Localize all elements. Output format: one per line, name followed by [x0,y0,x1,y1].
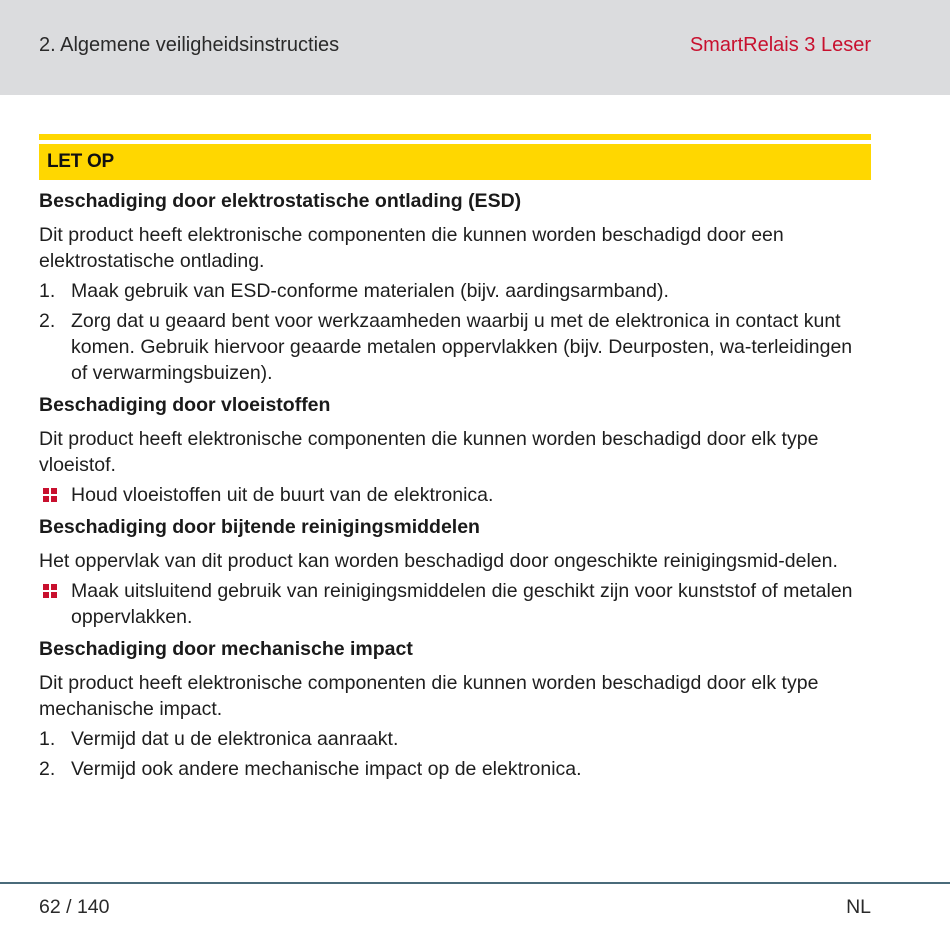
page-number: 62 / 140 [39,896,110,918]
page-header [0,0,950,95]
notice-title-bar [39,144,871,180]
list-item [39,308,871,386]
section-heading-liquids: Beschadiging door vloeistoffen [39,394,331,416]
list-item-text: Vermijd dat u de elektronica aanraakt. [71,728,399,750]
notice-title: LET OP [47,151,114,172]
language-code: NL [846,896,871,918]
red-square-bullet-icon [43,584,57,598]
list-item [39,578,871,630]
section-heading-mechanical: Beschadiging door mechanische impact [39,638,413,660]
section-text-liquids: Dit product heeft elektronische componenten die kunnen worden beschadigd door elk type vloeistof. [39,428,819,476]
list-item [39,278,871,304]
list-item-text: Maak uitsluitend gebruik van reinigingsmiddelen die geschikt zijn voor kunststof of metalen oppervlakken. [71,580,853,628]
section-text-cleaning: Het oppervlak van dit product kan worden beschadigd door ongeschikte reinigingsmid-delen. [39,550,838,572]
header-product-name: SmartRelais 3 Leser [689,34,871,56]
notice-top-rule [39,134,871,140]
list-item-text: Vermijd ook andere mechanische impact op de elektronica. [71,758,582,780]
list-item-text: Maak gebruik van ESD-conforme materialen (bijv. aardingsarmband). [71,280,669,302]
list-item-text: Zorg dat u geaard bent voor werkzaamheden waarbij u met de elektronica in contact kunt komen. Gebruik hiervoor geaarde metalen oppervlakken (bijv. Deurposten, wa-terleidingen of verwarmingsbuizen). [71,310,853,384]
notice-content [39,188,871,786]
list-item [39,726,871,752]
list-item [39,482,871,508]
list-number: 1. [39,280,56,302]
notice-box [39,134,871,180]
section-text-mechanical: Dit product heeft elektronische componenten die kunnen worden beschadigd door elk type mechanische impact. [39,672,819,720]
section-heading-cleaning: Beschadiging door bijtende reinigingsmiddelen [39,516,480,538]
red-square-bullet-icon [43,488,57,502]
list-number: 2. [39,310,56,332]
section-heading-esd: Beschadiging door elektrostatische ontlading (ESD) [39,190,522,212]
header-section-title: 2. Algemene veiligheidsinstructies [39,34,340,56]
section-text-esd: Dit product heeft elektronische componenten die kunnen worden beschadigd door een elektrostatische ontlading. [39,224,784,272]
list-number: 2. [39,758,56,780]
list-number: 1. [39,728,56,750]
list-item-text: Houd vloeistoffen uit de buurt van de elektronica. [71,484,494,506]
footer-divider [0,882,950,884]
list-item [39,756,871,782]
